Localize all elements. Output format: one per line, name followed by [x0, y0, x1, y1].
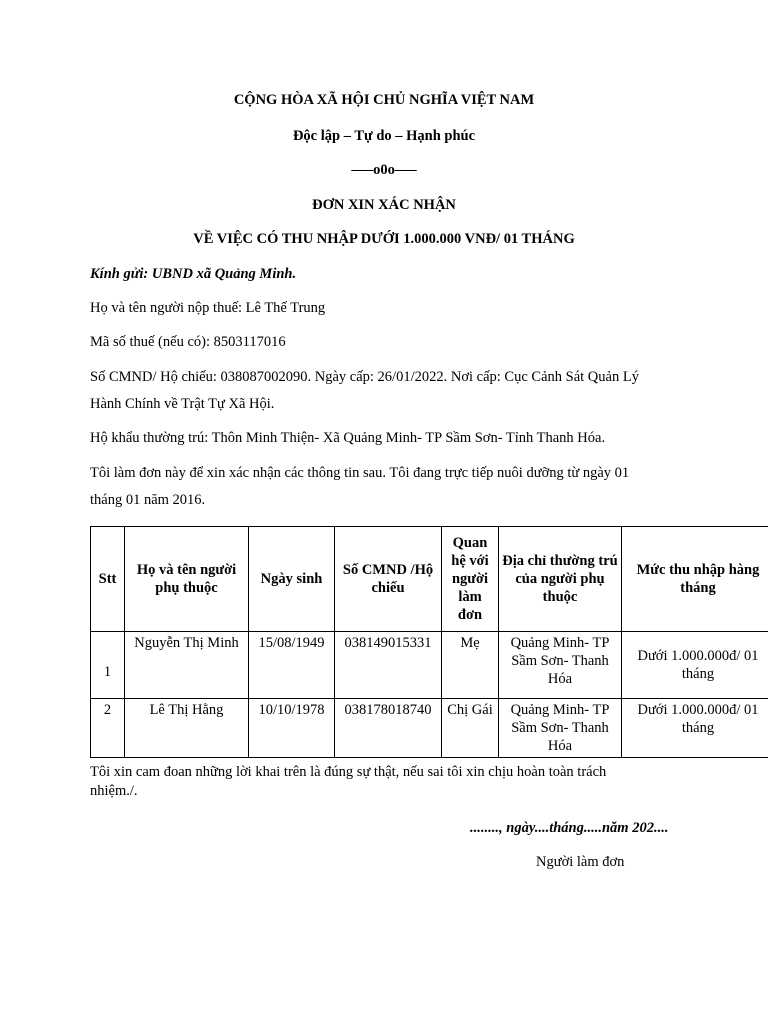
request-line1: Tôi làm đơn này để xin xác nhận các thông tin sau. Tôi đang trực tiếp nuôi dưỡng từ ngày 01 — [90, 465, 630, 481]
table-row — [91, 632, 768, 699]
cell-income: Dưới 1.000.000đ/ 01 tháng — [622, 632, 768, 699]
document-title: ĐƠN XIN XÁC NHẬN — [312, 197, 456, 213]
cell-stt: 1 — [91, 632, 125, 699]
cell-id: 038149015331 — [335, 632, 442, 699]
cell-stt: 2 — [91, 699, 125, 758]
document-subtitle: VỀ VIỆC CÓ THU NHẬP DƯỚI 1.000.000 VNĐ/ 01 THÁNG — [193, 231, 575, 247]
tax-code: Mã số thuế (nếu có): 8503117016 — [90, 334, 286, 350]
id-info-line1: Số CMND/ Hộ chiếu: 038087002090. Ngày cấp: 26/01/2022. Nơi cấp: Cục Cảnh Sát Quản Lý — [90, 369, 639, 385]
date-line: ........, ngày....tháng.....năm 202.... — [470, 820, 669, 836]
dependents-table — [90, 526, 768, 758]
cell-dob: 10/10/1978 — [249, 699, 335, 758]
header-address: Địa chỉ thường trú của người phụ thuộc — [499, 527, 622, 632]
commitment-line2: nhiệm./. — [90, 783, 138, 799]
header-stt: Stt — [91, 527, 125, 632]
signer-label: Người làm đơn — [536, 854, 625, 870]
header-id-number: Số CMND /Hộ chiếu — [335, 527, 442, 632]
separator: —–o0o—– — [351, 162, 417, 178]
cell-address: Quảng Minh- TP Sầm Sơn- Thanh Hóa — [499, 699, 622, 758]
commitment-line1: Tôi xin cam đoan những lời khai trên là đúng sự thật, nếu sai tôi xin chịu hoàn toàn trách — [90, 764, 607, 780]
request-line2: tháng 01 năm 2016. — [90, 492, 206, 508]
header-birth-date: Ngày sinh — [249, 527, 335, 632]
cell-income: Dưới 1.000.000đ/ 01 tháng — [622, 699, 768, 758]
table-row — [91, 699, 768, 758]
recipient: Kính gửi: UBND xã Quảng Minh. — [90, 266, 297, 282]
motto: Độc lập – Tự do – Hạnh phúc — [292, 128, 476, 144]
cell-id: 038178018740 — [335, 699, 442, 758]
id-info-line2: Hành Chính về Trật Tự Xã Hội. — [90, 396, 275, 412]
cell-relation: Mẹ — [442, 632, 499, 699]
taxpayer-name: Họ và tên người nộp thuế: Lê Thế Trung — [90, 300, 326, 316]
permanent-residence: Hộ khẩu thường trú: Thôn Minh Thiện- Xã Quảng Minh- TP Sầm Sơn- Tỉnh Thanh Hóa. — [90, 430, 606, 446]
cell-name: Lê Thị Hằng — [125, 699, 249, 758]
cell-address: Quảng Minh- TP Sầm Sơn- Thanh Hóa — [499, 632, 622, 699]
cell-dob: 15/08/1949 — [249, 632, 335, 699]
header-dependent-name: Họ và tên người phụ thuộc — [125, 527, 249, 632]
header-relation: Quan hệ với người làm đơn — [442, 527, 499, 632]
cell-relation: Chị Gái — [442, 699, 499, 758]
header-monthly-income: Mức thu nhập hàng tháng — [622, 527, 768, 632]
cell-name: Nguyễn Thị Minh — [125, 632, 249, 699]
country-header: CỘNG HÒA XÃ HỘI CHỦ NGHĨA VIỆT NAM — [233, 92, 535, 108]
table-header-row — [91, 527, 768, 632]
